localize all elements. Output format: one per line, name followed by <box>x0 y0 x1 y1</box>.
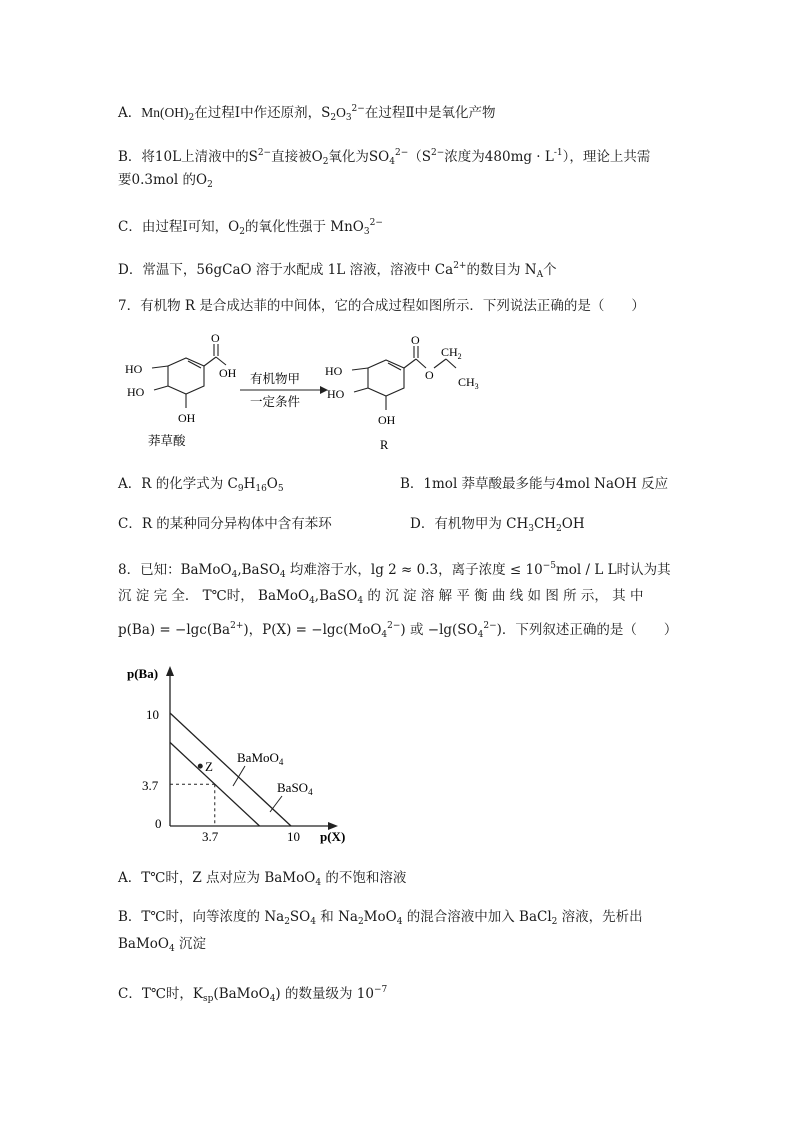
left-ho-2: HO <box>127 385 145 399</box>
bamoo4-leader <box>233 766 245 786</box>
solubility-chart <box>0 656 794 856</box>
q6-option-d: D．常温下，56gCaO 溶于水配成 1L 溶液，溶液中 $Ca^{2+}$的数目为 $N_A$个 <box>118 261 557 280</box>
right-ch3: $CH_3$ <box>458 375 479 391</box>
left-oh-bottom: OH <box>178 411 196 425</box>
q6-option-b: B．将10L上清液中的$S^{2-}$直接被$O_2$氧化为$SO_4^{2-}(S^{2-}$浓度为$480mg \cdot L^{-1}$），理论上共需 <box>118 148 651 167</box>
arrow-label-top: 有机物甲 <box>250 371 301 386</box>
q6-option-b-line2: 要0.3mol 的$O_2$ <box>118 172 213 190</box>
q8-option-c: C．T℃时，$K_{sp}(BaMoO_4)$ 的数量级为 $10^{-7}$ <box>118 985 388 1004</box>
baso4-leader <box>270 796 282 812</box>
y-tick-3-7: 3.7 <box>142 778 159 793</box>
q7-option-b: B．1mol 莽草酸最多能与4mol NaOH 反应 <box>400 476 669 492</box>
point-z-label: Z <box>205 759 213 774</box>
q8-stem-line2: 沉 淀 完 全． T℃时， BaMoO$_4$,BaSO$_4$ 的 沉 淀 溶 解 平 衡 曲 线 如 图 所 示， 其 中 <box>118 588 644 606</box>
x-axis-label: p(X) <box>320 829 346 844</box>
right-o-top: O <box>411 333 420 347</box>
q7-option-c: C．R 的某种同分异构体中含有苯环 <box>118 516 332 532</box>
q8-option-b-line2: BaMoO$_4$ 沉淀 <box>118 936 207 954</box>
arrow-label-bottom: 一定条件 <box>250 394 301 409</box>
q8-option-b: B．T℃时，向等浓度的 $Na_2SO_4$ 和 $Na_2MoO_4$ 的混合溶液中加入 BaCl$_2$ 溶液，先析出 <box>118 909 643 927</box>
series-line-baso4 <box>170 713 291 826</box>
q6-option-c: C．由过程Ⅰ可知，$O_2$的氧化性强于 MnO$_3^{2-}$ <box>118 218 383 237</box>
baso4-label: BaSO$_4$ <box>277 780 313 797</box>
q8-stem-line3: $p(Ba) = -\lg c(Ba^{2+})$，P(X) = −lgc(MoO$_4^{2-}$) 或 $-\lg(SO_4^{2-})$．下列叙述正确的是（ ） <box>118 621 678 640</box>
y-tick-10: 10 <box>146 707 159 722</box>
right-oh-bottom: OH <box>378 413 396 427</box>
q8-stem-line1: 8．已知：BaMoO$_4$,BaSO$_4$ 均难溶于水，lg 2 ≈ 0.3，离子浓度 ≤ $10^{-5}mol$ / L L时认为其 <box>118 561 671 580</box>
q7-option-d: D．有机物甲为 $CH_3CH_2OH$ <box>410 516 585 534</box>
origin-label: 0 <box>155 816 162 831</box>
q7-stem: 7．有机物 R 是合成达菲的中间体，它的合成过程如图所示．下列说法正确的是（ ） <box>118 298 645 314</box>
left-o-top: O <box>211 331 220 345</box>
point-z <box>198 764 203 769</box>
q6-option-a: A．$Mn(OH)_2$在过程Ⅰ中作还原剂，$S_2O_3^{2-}$在过程Ⅱ中是氧化产物 <box>118 104 496 123</box>
y-axis-arrow <box>166 666 174 676</box>
right-ho-2: HO <box>327 387 345 401</box>
q8-option-a: A．T℃时，Z 点对应为 BaMoO$_4$ 的不饱和溶液 <box>118 870 407 888</box>
y-axis-label: p(Ba) <box>127 666 159 681</box>
q7-reaction-scheme <box>0 330 794 460</box>
x-tick-3-7: 3.7 <box>202 829 219 844</box>
left-ho-1: HO <box>125 362 143 376</box>
right-ch2: $CH_2$ <box>441 345 462 361</box>
x-tick-10: 10 <box>287 829 300 844</box>
left-oh-acid: OH <box>219 366 237 380</box>
right-o-ester: O <box>425 368 434 382</box>
q7-option-a: A．R 的化学式为 $C_9H_{16}O_5$ <box>118 476 284 494</box>
right-compound-name: R <box>380 438 389 452</box>
right-ho-1: HO <box>325 364 343 378</box>
bamoo4-label: BaMoO$_4$ <box>237 750 284 767</box>
left-compound-name: 莽草酸 <box>148 433 186 448</box>
